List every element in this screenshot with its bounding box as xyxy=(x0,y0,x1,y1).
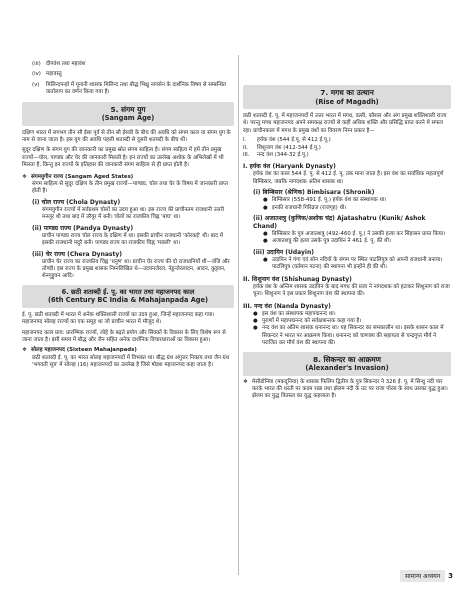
list-item: ● बिम्बिसार के पुत्र अजातशत्रु (492-460 ई. पू.) ने उसकी हत्या कर सिंहासन प्राप्त किया। xyxy=(263,231,446,238)
list-item: ● उदायिन ने गंगा एवं सोन नदियों के संगम पर स्थित पाटलिपुत्र को अपनी राजधानी बनाया। पाटलिपुत्र (वर्तमान पटना) की स्थापना भी इन्होंने ही की थी। xyxy=(263,256,443,271)
page-number: 3 xyxy=(448,572,453,580)
section-title: 6. छठी शताब्दी ई. पू. का भारत तथा महाजनपद काल xyxy=(61,287,195,296)
list-item: ● नन्द वंश का अंतिम शासक धनानन्द था। यह सिकन्दर का समकालीन था। इसके शासन काल में सिकन्दर ने भारत पर आक्रमण किया। धनानन्द को चाणक्य की सहायता से चन्द्रगुप्त मौर्य ने पराजित कर मौर्य वंश की स्थापना की। xyxy=(253,325,444,347)
source-item: (iv) महावस्तु xyxy=(32,71,62,78)
section-subtitle: (6th Century BC India & Mahajanpada Age) xyxy=(47,296,209,305)
paragraph: सुदूर दक्षिण के संगम युग की जानकारी का प्रमुख स्रोत संगम साहित्य है। संगम साहित्य में हमें तीन प्रमुख राज्यों—चोल, पाण्ड्य और चेर की जानकारी मिलती है। इन राज्यों का उल्लेख अशोक के अभिलेखों में भी मिलता है, किन्तु इन राज्यों के इतिहास की जानकारी संगम साहित्य से ही प्राप्त होती है। xyxy=(22,147,224,169)
diamond-bullet-icon: ❖ xyxy=(22,173,27,180)
section-title: 8. सिकन्दर का आक्रमण xyxy=(312,354,382,364)
section-header-sangam xyxy=(22,102,234,126)
diamond-bullet-icon: ❖ xyxy=(22,347,27,354)
list-item: ❖ मेसीडोनिया (मकदूनिया) के शासक फिलिप द्वितीय के पुत्र सिकन्दर ने 326 ई. पू. में सिन्धु नदी पार करके भारत की धरती पर कदम रखा तथा झेलम नदी के तट पर राजा पोरस के साथ उसका युद्ध हुआ। झेलम का युद्ध वितस्ता का युद्ध कहलाता है। xyxy=(243,378,448,400)
paragraph: संगम साहित्य से सुदूर दक्षिण के तीन प्रमुख राज्यों—पाण्ड्य, चोल तथा चेर के विषय में जानकारी प्राप्त होती है। xyxy=(32,181,228,195)
sub-heading: III. नन्द वंश (Nanda Dynasty) xyxy=(243,302,331,310)
source-item: (iii) दीपवंश तथा महावंश xyxy=(32,61,86,67)
dynasty-list-item: I. हर्यक वंश (544 ई.पू. से 412 ई.पू.) xyxy=(243,137,331,144)
section-title: 5. संगम युग xyxy=(110,104,146,114)
list-item: ● अजातशत्रु की हत्या उसके पुत्र उदायिन ने 461 ई. पू. की थी। xyxy=(263,238,391,245)
diamond-bullet-icon: ❖ xyxy=(243,378,248,385)
paragraph: हर्यक वंश का काल 544 ई. पू. से 412 ई. पू. तक माना जाता है। इस वंश का सर्वाधिक महत्वपूर्ण बिम्बिसार, जबकि नागदशक अंतिम शासक था। xyxy=(253,171,444,185)
section-subtitle: (Rise of Magadh) xyxy=(315,97,379,106)
sub-heading: (iii) चेर राज्य (Chera Dynasty) xyxy=(32,250,122,258)
section-subtitle: (Alexander's Invasion) xyxy=(305,364,389,373)
list-heading: ❖ सोलह महाजनपद (Sixteen Mahajanpads) xyxy=(22,347,137,354)
list-item: ● इस वंश का संस्थापक महापद्मनन्द था। xyxy=(253,310,336,317)
sub-heading: (i) चोल राज्य (Chola Dynasty) xyxy=(32,198,121,206)
sub-heading: (i) बिम्बिसार (श्रेणिक) Bimbisara (Shronik) xyxy=(253,189,375,197)
list-item: ● बिम्बिसार (558-491 ई. पू.) हर्यक वंश का संस्थापक था। xyxy=(263,197,387,204)
paragraph: ई. पू. छठी शताब्दी में भारत में अनेक शक्तिशाली राज्यों का उदय हुआ, जिन्हें महाजनपद कहा गया। महाजनपद सोलह राज्यों का एक समूह था जो प्राचीन भारत में मौजूद थे। xyxy=(22,311,215,326)
sub-heading: (ii) अजातशत्रु (कुणिक/अशोक चंद्र) Ajatashatru (Kunik/ Ashok Chand) xyxy=(253,215,426,231)
column-divider xyxy=(238,55,239,575)
left-column xyxy=(22,0,234,600)
paragraph: प्राचीन पाण्ड्य राज्य चोल राज्य के दक्षिण में था। इसकी प्राचीन राजधानी 'कोरकई' थी। बाद में इसकी राजधानी मदुरै बनी। पाण्ड्य राज्य का राजकीय चिह्न 'मछली' था। xyxy=(42,232,223,247)
page-footer xyxy=(400,570,453,582)
paragraph: महाजनपद काल प्राय: प्रारम्भिक राज्यों, लोहे के बढ़ते प्रयोग और सिक्कों के विकास के लिए विशेष रूप से जाना जाता है। इसी समय में बौद्ध और जैन सहित अनेक दार्शनिक विचारधाराओं का विकास हुआ। xyxy=(22,329,226,343)
paragraph: हर्यक वंश के अन्तिम शासक उदायिन के बाद मगध की प्रजा ने नागदशक को हटाकर शिशुनाग को राजा चुना। शिशुनाग ने इस प्रकार शिशुनाग वंश की स्थापना की। xyxy=(253,283,450,298)
sub-heading: I. हर्यक वंश (Haryank Dynasty) xyxy=(243,163,336,171)
list-heading: ❖ संगमयुगीन राज्य (Sangam Aged States) xyxy=(22,173,134,180)
source-item: (v) मिलिन्दपन्हो में यूनानी शासक मिलिन्द तथा बौद्ध भिक्षु नागसेन के दार्शनिक विषय से सम्बन्धित वार्तालाप का वर्णन किया गया है। xyxy=(32,81,227,96)
section-subtitle: (Sangam Age) xyxy=(101,114,155,123)
section-header-mahajanpada xyxy=(22,285,234,308)
right-column xyxy=(243,0,451,600)
section-header-alexander xyxy=(243,352,451,376)
section-title: 7. मगध का उत्थान xyxy=(320,88,374,97)
list-item: ● पुराणों में महापद्मनन्द को सर्वक्षत्रान्तक कहा गया है। xyxy=(253,317,362,324)
list-item: ● इनकी राजधानी गिरिव्रज (राजगृह) थी। xyxy=(263,204,347,211)
dynasty-list-item: III. नन्द वंश (344-32 ई.पू.) xyxy=(243,152,309,159)
dynasty-list-item: II. शिशुनाग वंश (412-344 ई.पू.) xyxy=(243,144,321,151)
paragraph: दक्षिण भारत में लगभग तीन सौ ईसा पूर्व से तीन सौ ईसवी के बीच की अवधि को संगम काल या संगम युग के नाम से जाना जाता है। इस युग की अवधि पहली शताब्दी से दूसरी शताब्दी के बीच थी। xyxy=(22,129,231,144)
sub-heading: II. शिशुनाग वंश (Shishunag Dynasty) xyxy=(243,275,352,283)
paragraph: छठी शताब्दी ई. पू. का भारत सोलह महाजनपदों में विभक्त था। बौद्ध ग्रंथ अंगुत्तर निकाय तथा जैन ग्रंथ 'भगवती सूत्र' में सोलह (16) महाजनपदों का उल्लेख है जिसे षोडश महाजनपद कहा जाता है। xyxy=(32,354,230,369)
paragraph: संगमयुगीन राज्यों में सर्वप्रथम चोलों का उदय हुआ था। इस राज्य की प्राचीनतम राजधानी उत्तरी मनलूर थी तथा बाद में उरैयूर में बनी। चोलों का राजकीय चिह्न 'बाघ' था। xyxy=(42,206,225,221)
paragraph: प्राचीन चेर राज्य का राजकीय चिह्न 'धनुष' था। प्राचीन चेर राज्य की दो राजधानियाँ थी—वंजि और तोण्डी। इस राज्य के प्रमुख शासक निम्नलिखित थे—उदयनजेरल, नेडुन्जेरलादन, आदन, कुट्टवन, शेनगुट्टुवन आदि। xyxy=(42,258,230,280)
paragraph: छठी शताब्दी ई. पू. में महाजनपदों में उत्तर भारत में मगध, वत्सी, कौशल और अंग प्रमुख शक्तिशाली राज्य थे। परन्तु मगध महाजनपद अपने समकक्ष राज्यों से कहीं अधिक शक्ति और प्रसिद्धि प्राप्त करने में सफल रहा। प्राचीनकाल में मगध के प्रमुख वंशों का विवरण निम्न प्रकार है— xyxy=(243,113,447,134)
sub-heading: (ii) पाण्ड्य राज्य (Pandya Dynasty) xyxy=(32,224,134,232)
footer-label: सामान्य अध्ययन xyxy=(400,570,445,582)
sub-heading: (iii) उदायिन (Udayin) xyxy=(253,248,314,256)
section-header-magadh xyxy=(243,85,451,109)
